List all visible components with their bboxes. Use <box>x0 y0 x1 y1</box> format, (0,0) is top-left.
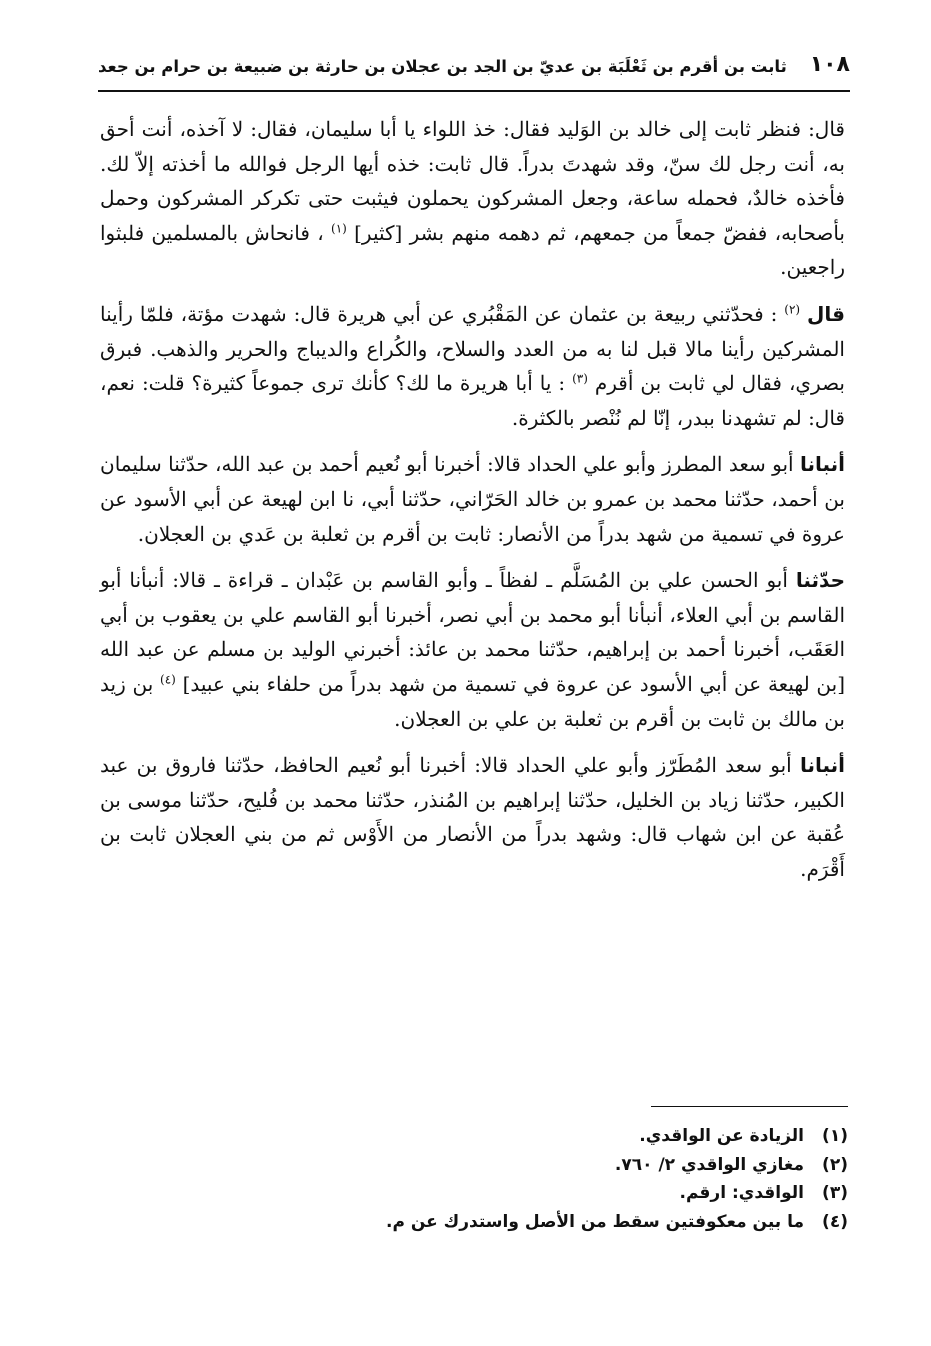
footnote-number: (١) <box>822 1126 848 1146</box>
footnote-number: (٤) <box>822 1211 848 1232</box>
paragraph-1 <box>100 112 845 285</box>
paragraph-text: أبو الحسن علي بن المُسَلَّم ـ لفظاً ـ وأبو القاسم بن عَبْدان ـ قراءة ـ قالا: أنبأنا أبو القاسم بن أبي العلاء، أنبأنا أبو محمد بن أبي نصر، أخبرنا أبو القاسم علي بن يعقوب بن أبي العَقَب، أخبرنا أحمد بن إبراهيم، حدّثنا محمد بن عائذ: أخبرني الوليد بن مسلم عن عبد الله [بن لهيعة عن أبي الأسود عن عروة في تسمية من شهد بدراً من حلفاء بني عبيد] <box>100 568 845 696</box>
footnote-number: (٣) <box>822 1183 848 1203</box>
paragraph-text: : فحدّثني ربيعة بن عثمان عن المَقْبُري عن أبي هريرة قال: شهدت مؤتة، فلمّا رأينا المشركين رأينا مالا قبل لنا به من العدد والسلاح، والكُراع والديباج والحرير والذهب. فبرق بصري، فقال لي ثابت بن أقرم <box>100 301 845 396</box>
paragraph-lead-word: قال <box>807 301 846 326</box>
footnote-text: مغازي الواقدي ٢/ ٧٦٠. <box>614 1154 804 1175</box>
main-text <box>100 112 845 898</box>
page-number: ١٠٨ <box>809 52 850 77</box>
running-title: ثابت بن أقرم بن ثَعْلَبَة بن عديّ بن الجد بن عجلان بن حارثة بن ضبيعة بن حرام بن جعد <box>98 57 787 76</box>
paragraph-4 <box>100 563 845 736</box>
footnote-ref: (٢) <box>784 302 801 317</box>
paragraph-text: أبو سعد المطرز وأبو علي الحداد قالا: أخبرنا أبو نُعيم أحمد بن عبد الله، حدّثنا سليمان بن أحمد، حدّثنا محمد بن عمرو بن خالد الحَرّاني، حدّثنا أبي، نا ابن لهيعة عن أبي الأسود عن عروة في تسمية من شهد بدراً من الأنصار: ثابت بن أقرم بن ثعلبة بن عَدي بن العجلان. <box>100 452 845 546</box>
footnote-text: الواقدي: ارقم. <box>679 1183 804 1203</box>
page-header <box>98 44 850 92</box>
footnote-ref: (١) <box>331 221 347 236</box>
footnote-text: ما بين معكوفتين سقط من الأصل واستدرك عن م. <box>386 1211 804 1232</box>
paragraph-tail: ، فانحاش بالمسلمين فلبثوا راجعين. <box>100 220 845 280</box>
footnote-item <box>300 1122 848 1151</box>
footnote-item <box>300 1208 848 1237</box>
paragraph-lead-word: أنبانا <box>799 753 845 778</box>
paragraph-text: أبو سعد المُطَرّز وأبو علي الحداد قالا: أخبرنا أبو نُعيم الحافظ، حدّثنا فاروق بن عبد الكبير، حدّثنا زياد بن الخليل، حدّثنا إبراهيم بن المُنذر، حدّثنا محمد بن فُليح، حدّثنا موسى بن عُقبة عن ابن شهاب قال: وشهد بدراً من الأنصار من الأَوْس ثم من بني العجلان ثابت بن أَقْرَم. <box>100 753 845 881</box>
footnotes <box>300 1122 848 1236</box>
paragraph-tail: : يا أبا هريرة ما لك؟ كأنك ترى جموعاً كثيرة؟ قلت: نعم، قال: لم تشهدنا ببدر، إنّا لم نُنْصر بالكثرة. <box>100 371 845 430</box>
paragraph-3 <box>100 447 845 551</box>
paragraph-text: قال: فنظر ثابت إلى خالد بن الوَليد فقال: خذ اللواء يا أبا سليمان، فقال: لا آخذه، أنت أحق به، أنت رجل لك سنّ، وقد شهدتَ بدراً. قال ثابت: خذه أيها الرجل فوالله ما أخذته إلاّ لك. فأخذه خالدٌ، فحمله ساعة، وجعل المشركون يحملون فيثبت حتى تكركر المشركون وحمل بأصحابه، ففضّ جمعاً من جمعهم، ثم دهمه منهم بشر [كثير] <box>100 117 846 245</box>
footnote-item <box>300 1179 848 1208</box>
footnote-text: الزيادة عن الواقدي. <box>639 1126 804 1146</box>
footnote-ref: (٤) <box>160 672 176 687</box>
footnote-divider <box>651 1106 848 1107</box>
paragraph-lead-word: حدّثنا <box>795 568 845 593</box>
footnote-item <box>300 1151 848 1180</box>
paragraph-2 <box>100 297 845 435</box>
paragraph-5 <box>100 748 845 886</box>
paragraph-tail: بن زيد بن مالك بن ثابت بن أقرم بن ثعلبة بن علي بن العجلان. <box>100 671 845 731</box>
footnote-ref: (٣) <box>572 371 588 386</box>
paragraph-lead-word: أنبانا <box>799 452 846 477</box>
footnote-number: (٢) <box>822 1154 848 1175</box>
